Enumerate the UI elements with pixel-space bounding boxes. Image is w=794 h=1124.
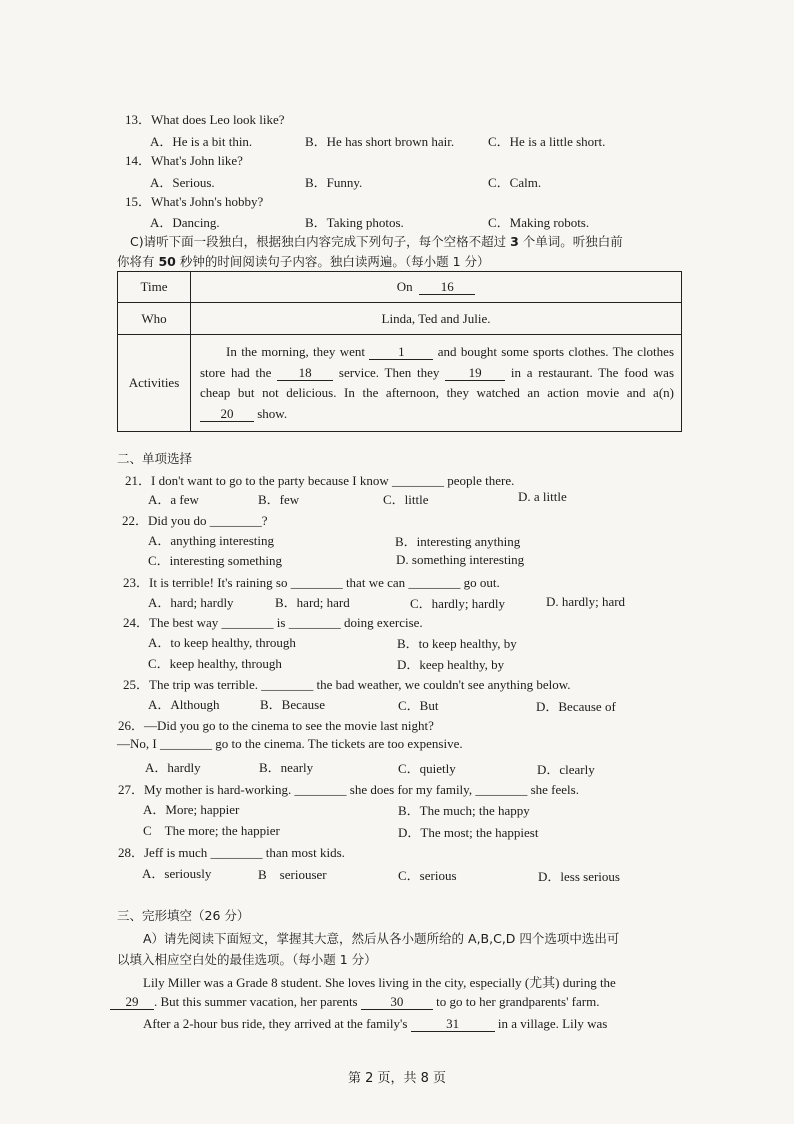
q24-option-a: A．to keep healthy, through	[148, 635, 296, 650]
q25-option-c: C．But	[398, 698, 439, 713]
passage-line3: After a 2-hour bus ride, they arrived at the family's 31 in a village. Lily was	[143, 1016, 608, 1031]
q14-stem: 14．What's John like?	[125, 153, 243, 168]
q13-stem: 13．What does Leo look like?	[125, 112, 285, 127]
q23-option-b: B．hard; hard	[275, 595, 350, 610]
q28-stem: 28．Jeff is much ________ than most kids.	[118, 845, 345, 860]
q26-stem: 26．—Did you go to the cinema to see the movie last night?	[118, 718, 434, 733]
blank-19[interactable]: 19	[445, 366, 505, 381]
time-value: On 16	[191, 272, 682, 303]
part2-title: 二、单项选择	[117, 451, 193, 466]
q21-option-d: D. a little	[518, 489, 567, 504]
part3-instruction-line1: A）请先阅读下面短文，掌握其大意，然后从各小题所给的 A,B,C,D 四个选项中选出可	[143, 931, 620, 946]
blank-18[interactable]: 18	[277, 366, 333, 381]
passage-line2: 29 . But this summer vacation, her parents 30 to go to her grandparents' farm.	[110, 994, 599, 1010]
q24-option-c: C．keep healthy, through	[148, 656, 282, 671]
who-value: Linda, Ted and Julie.	[191, 303, 682, 335]
passage-line1: Lily Miller was a Grade 8 student. She loves living in the city, especially (尤其) during the	[143, 975, 616, 990]
q25-stem: 25．The trip was terrible. ________ the bad weather, we couldn't see anything below.	[123, 677, 571, 692]
q21-stem: 21．I don't want to go to the party because I know ________ people there.	[125, 473, 515, 488]
q24-stem: 24．The best way ________ is ________ doing exercise.	[123, 615, 423, 630]
q28-option-b: B seriouser	[258, 867, 327, 882]
q13-option-c: C．He is a little short.	[488, 134, 606, 149]
time-label: Time	[118, 272, 191, 303]
q28-option-c: C．serious	[398, 868, 457, 883]
section-c-instruction-line1: C)请听下面一段独白，根据独白内容完成下列句子，每个空格不超过 3 个单词。听独白前	[130, 234, 623, 249]
q23-stem: 23．It is terrible! It's raining so ________ that we can ________ go out.	[123, 575, 500, 590]
q24-option-b: B．to keep healthy, by	[397, 636, 517, 651]
q23-option-a: A．hard; hardly	[148, 595, 234, 610]
q22-option-d: D. something interesting	[396, 552, 525, 567]
activities-value: In the morning, they went 1 and bought some sports clothes. The clothes store had the 18 service. Then they 19 in a restaurant. The food was cheap but not delicious. In the afternoon, they watched an action movie and a(n) 20 show.	[191, 335, 682, 432]
blank-20[interactable]: 20	[200, 407, 254, 422]
q27-stem: 27．My mother is hard-working. ________ she does for my family, ________ she feels.	[118, 782, 579, 797]
blank-30[interactable]: 30	[361, 995, 433, 1010]
q14-option-a: A．Serious.	[150, 175, 215, 190]
q15-option-c: C．Making robots.	[488, 215, 590, 230]
listening-table	[117, 271, 682, 432]
q22-option-a: A．anything interesting	[148, 533, 275, 548]
q21-option-c: C．little	[383, 492, 429, 507]
part3-title: 三、完形填空（26 分）	[117, 908, 250, 923]
who-label: Who	[118, 303, 191, 335]
q13-option-a: A．He is a bit thin.	[150, 134, 253, 149]
q25-option-d: D．Because of	[536, 699, 616, 714]
q24-option-d: D．keep healthy, by	[397, 657, 505, 672]
q26-option-b: B．nearly	[259, 760, 314, 775]
q28-option-a: A．seriously	[142, 866, 212, 881]
q15-option-b: B．Taking photos.	[305, 215, 404, 230]
q28-option-d: D．less serious	[538, 869, 620, 884]
q27-option-a: A．More; happier	[143, 802, 240, 817]
page-footer: 第 2 页，共 8 页	[347, 1071, 447, 1086]
q21-option-b: B．few	[258, 492, 300, 507]
q15-option-a: A．Dancing.	[150, 215, 220, 230]
q26-option-c: C．quietly	[398, 761, 456, 776]
q27-option-b: B．The much; the happy	[398, 803, 530, 818]
activities-label: Activities	[118, 335, 191, 432]
blank-17[interactable]: 1	[369, 345, 433, 360]
q13-option-b: B．He has short brown hair.	[305, 134, 455, 149]
q27-option-d: D．The most; the happiest	[398, 825, 539, 840]
blank-31[interactable]: 31	[411, 1017, 495, 1032]
blank-16[interactable]: 16	[419, 280, 475, 295]
q26-option-a: A．hardly	[145, 760, 201, 775]
q23-option-d: D. hardly; hard	[546, 594, 626, 609]
q26-option-d: D．clearly	[537, 762, 595, 777]
q25-option-b: B．Because	[260, 697, 325, 712]
q22-option-b: B．interesting anything	[395, 534, 521, 549]
blank-29[interactable]: 29	[110, 995, 154, 1010]
q26-stem2: —No, I ________ go to the cinema. The tickets are too expensive.	[117, 736, 463, 751]
part3-instruction-line2: 以填入相应空白处的最佳选项。（每小题 1 分）	[117, 952, 377, 967]
q21-option-a: A．a few	[148, 492, 199, 507]
q22-stem: 22．Did you do ________?	[122, 513, 268, 528]
q15-stem: 15．What's John's hobby?	[125, 194, 264, 209]
section-c-instruction-line2: 你将有 50 秒钟的时间阅读句子内容。独白读两遍。（每小题 1 分）	[117, 254, 490, 269]
q25-option-a: A．Although	[148, 697, 220, 712]
q27-option-c: C The more; the happier	[143, 823, 280, 838]
q23-option-c: C．hardly; hardly	[410, 596, 505, 611]
q14-option-b: B．Funny.	[305, 175, 363, 190]
q22-option-c: C．interesting something	[148, 553, 282, 568]
q14-option-c: C．Calm.	[488, 175, 542, 190]
